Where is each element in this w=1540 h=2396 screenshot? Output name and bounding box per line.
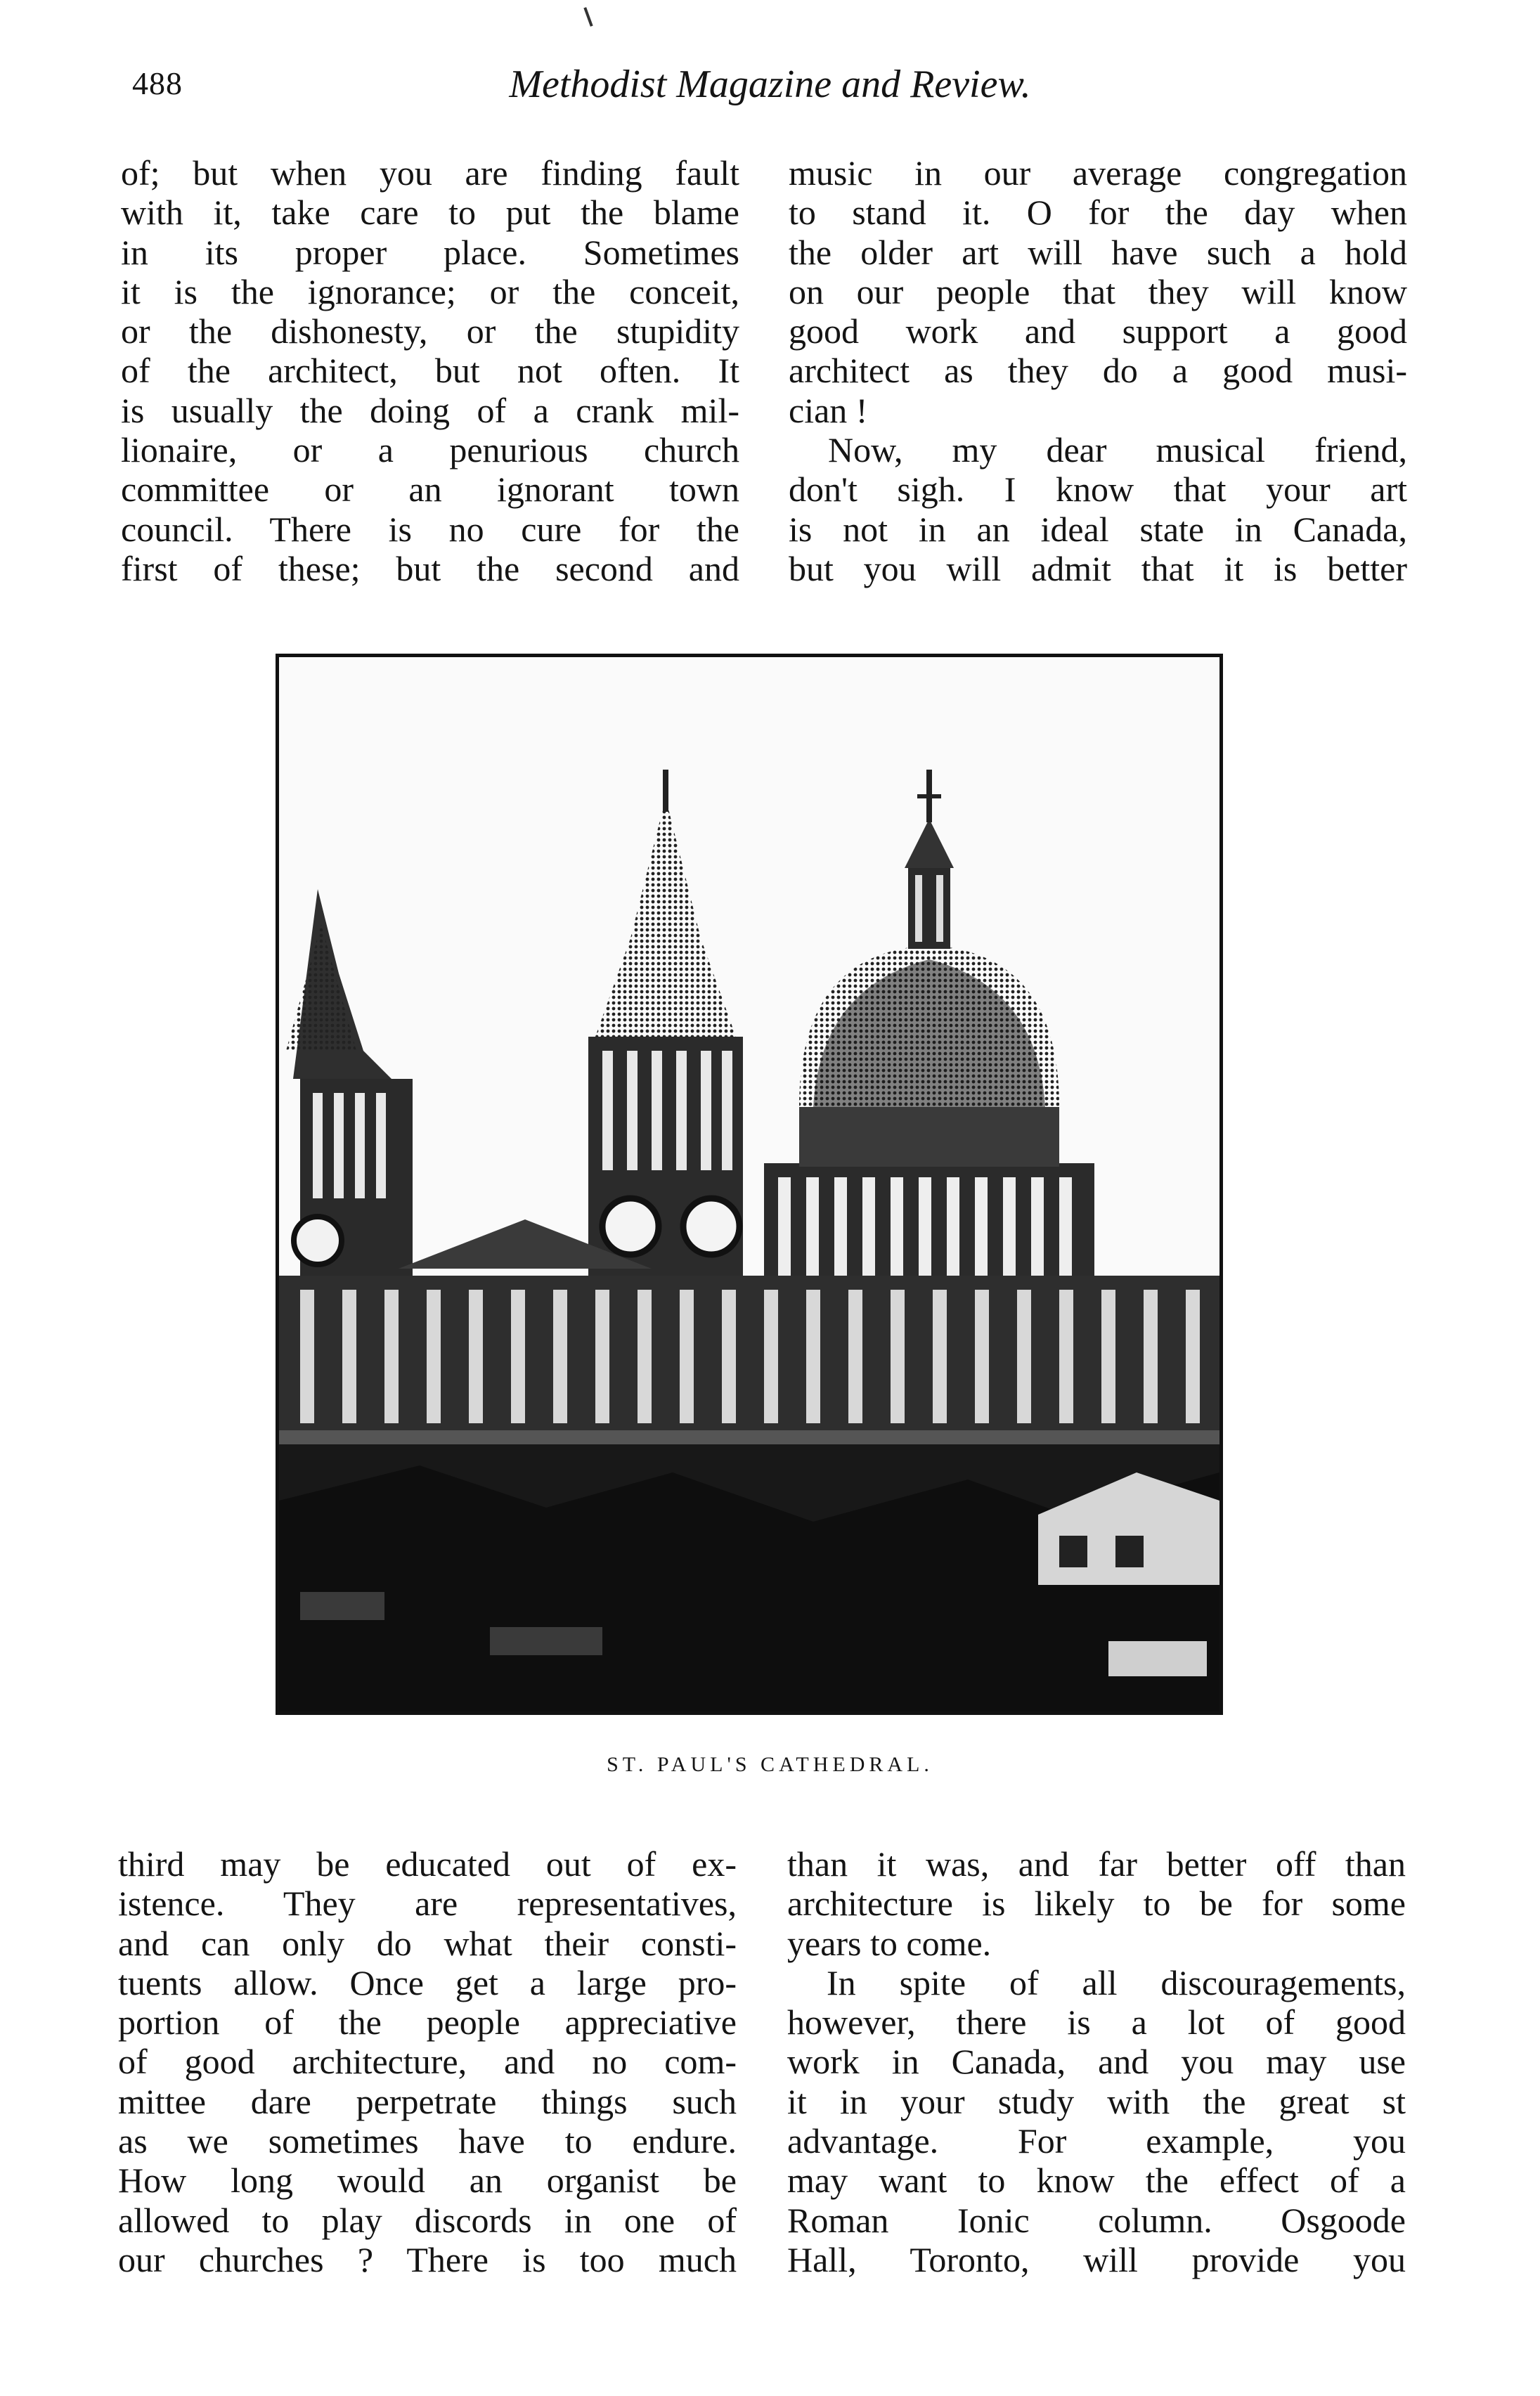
text-line: Now, my dear musical friend, <box>828 430 1407 470</box>
text-line: portion of the people appreciative <box>118 2002 737 2042</box>
text-line: committee or an ignorant town <box>121 470 739 510</box>
text-line: mittee dare perpetrate things such <box>118 2081 737 2121</box>
text-line: In spite of all discouragements, <box>827 1962 1406 2002</box>
text-line: Hall, Toronto, will provide you <box>787 2239 1406 2279</box>
text-line: of; but when you are finding fault <box>121 153 739 193</box>
text-line: of good architecture, and no com- <box>118 2042 737 2082</box>
text-line: as we sometimes have to endure. <box>118 2121 737 2161</box>
text-line: it in your study with the great st <box>787 2081 1406 2121</box>
text-line: How long would an organist be <box>118 2161 737 2201</box>
text-line: third may be educated out of ex- <box>118 1844 737 1884</box>
print-speck <box>583 7 593 27</box>
text-line: our churches ? There is too much <box>118 2239 737 2279</box>
text-line: years to come. <box>787 1923 992 1963</box>
cathedral-illustration <box>276 654 1223 1715</box>
text-line: istence. They are representatives, <box>118 1884 737 1924</box>
text-line: music in our average congregation <box>789 153 1407 193</box>
text-line: Roman Ionic column. Osgoode <box>787 2200 1406 2240</box>
text-line: is not in an ideal state in Canada, <box>789 509 1407 549</box>
text-line: cian ! <box>789 390 868 430</box>
cathedral-drawing <box>279 657 1219 1711</box>
text-line: however, there is a lot of good <box>787 2002 1406 2042</box>
text-line: may want to know the effect of a <box>787 2161 1406 2201</box>
text-line: but you will admit that it is better <box>789 548 1407 588</box>
figure-caption: ST. PAUL'S CATHEDRAL. <box>607 1753 933 1776</box>
text-line: it is the ignorance; or the conceit, <box>121 271 739 311</box>
running-title: Methodist Magazine and Review. <box>509 63 1031 106</box>
text-line: architect as they do a good musi- <box>789 351 1407 391</box>
text-line: allowed to play discords in one of <box>118 2200 737 2240</box>
text-column-top-right <box>789 153 1407 588</box>
text-line: of the architect, but not often. It <box>121 351 739 391</box>
text-line: in its proper place. Sometimes <box>121 232 739 272</box>
text-line: good work and support a good <box>789 311 1407 351</box>
text-line: on our people that they will know <box>789 271 1407 311</box>
text-line: the older art will have such a hold <box>789 232 1407 272</box>
text-line: with it, take care to put the blame <box>121 193 739 233</box>
text-line: don't sigh. I know that your art <box>789 470 1407 510</box>
text-line: to stand it. O for the day when <box>789 193 1407 233</box>
text-column-bottom-right <box>787 1844 1406 2279</box>
text-line: than it was, and far better off than <box>787 1844 1406 1884</box>
text-line: is usually the doing of a crank mil- <box>121 390 739 430</box>
text-column-bottom-left <box>118 1844 737 2279</box>
text-column-top-left <box>121 153 739 588</box>
page-number: 488 <box>132 65 183 101</box>
text-line: architecture is likely to be for some <box>787 1884 1406 1924</box>
text-line: tuents allow. Once get a large pro- <box>118 1962 737 2002</box>
text-line: lionaire, or a penurious church <box>121 430 739 470</box>
text-line: and can only do what their consti- <box>118 1923 737 1963</box>
text-line: or the dishonesty, or the stupidity <box>121 311 739 351</box>
text-line: advantage. For example, you <box>787 2121 1406 2161</box>
text-line: first of these; but the second and <box>121 548 739 588</box>
text-line: council. There is no cure for the <box>121 509 739 549</box>
text-line: work in Canada, and you may use <box>787 2042 1406 2082</box>
